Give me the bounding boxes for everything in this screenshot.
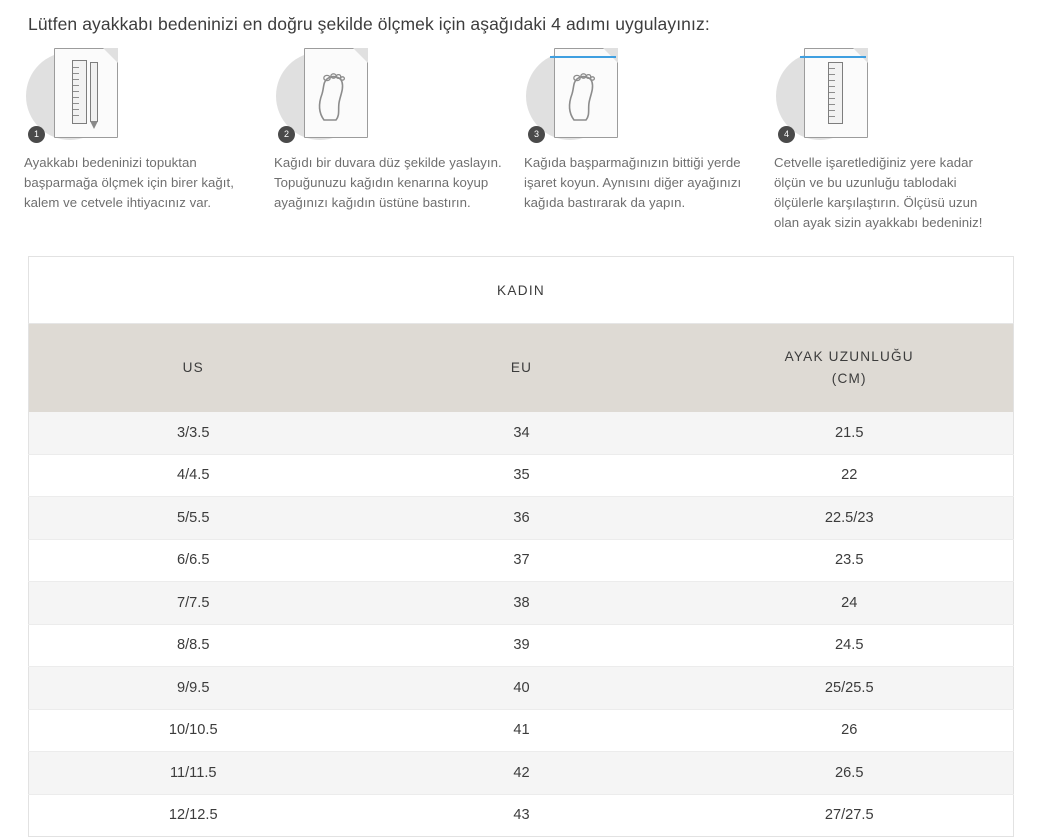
step-badge-3: 3: [528, 126, 545, 143]
cell-us: 9/9.5: [29, 667, 358, 710]
cell-us: 6/6.5: [29, 539, 358, 582]
cell-us: 4/4.5: [29, 454, 358, 497]
step-badge-4: 4: [778, 126, 795, 143]
step-badge-2: 2: [278, 126, 295, 143]
size-chart-table: [28, 256, 1014, 837]
cell-cm: 21.5: [685, 412, 1013, 454]
step-text-2: Kağıdı bir duvara düz şekilde yaslayın. Topuğunuzu kağıdın kenarına koyup ayağınızı kağıdın üstüne bastırın.: [274, 155, 502, 210]
cell-us: 8/8.5: [29, 624, 358, 667]
table-row: [29, 539, 1014, 582]
cell-cm: 27/27.5: [685, 794, 1013, 837]
column-header-foot-length-line1: AYAK UZUNLUĞU: [784, 349, 914, 364]
table-row: [29, 624, 1014, 667]
column-header-eu: EU: [357, 324, 685, 413]
cell-eu: 36: [357, 497, 685, 540]
cell-cm: 26: [685, 709, 1013, 752]
cell-cm: 25/25.5: [685, 667, 1013, 710]
table-row: [29, 709, 1014, 752]
table-row: [29, 752, 1014, 795]
table-row: [29, 582, 1014, 625]
cell-us: 12/12.5: [29, 794, 358, 837]
toe-marker-line: [550, 56, 616, 58]
table-row: [29, 454, 1014, 497]
cell-us: 10/10.5: [29, 709, 358, 752]
cell-cm: 22: [685, 454, 1013, 497]
column-header-foot-length: [685, 324, 1013, 413]
measure-ruler-icon: [776, 48, 906, 143]
table-title-row: [29, 257, 1014, 324]
step-text-1: Ayakkabı bedeninizi topuktan başparmağa ölçmek için birer kağıt, kalem ve cetvele ihtiyacınız var.: [24, 155, 234, 210]
cell-eu: 40: [357, 667, 685, 710]
paper-ruler-pencil-icon: [26, 48, 156, 143]
step-item-4: [774, 48, 1024, 233]
step-badge-1: 1: [28, 126, 45, 143]
foot-on-paper-icon: [276, 48, 406, 143]
column-header-us: US: [29, 324, 358, 413]
step-item-3: [524, 48, 774, 233]
cell-eu: 37: [357, 539, 685, 582]
toe-marker-line: [800, 56, 866, 58]
cell-cm: 24: [685, 582, 1013, 625]
cell-cm: 26.5: [685, 752, 1013, 795]
column-header-foot-length-line2: (CM): [831, 371, 867, 386]
cell-cm: 24.5: [685, 624, 1013, 667]
step-item-1: [24, 48, 274, 233]
step-text-4: Cetvelle işaretlediğiniz yere kadar ölçün ve bu uzunluğu tablodaki ölçülerle karşılaştırın. Ölçüsü uzun olan ayak sizin ayakkabı bedeniniz!: [774, 155, 983, 230]
steps-list: [24, 48, 1024, 233]
cell-us: 7/7.5: [29, 582, 358, 625]
cell-eu: 35: [357, 454, 685, 497]
cell-eu: 34: [357, 412, 685, 454]
cell-eu: 42: [357, 752, 685, 795]
cell-us: 3/3.5: [29, 412, 358, 454]
table-header-row: [29, 324, 1014, 413]
page-title: Lütfen ayakkabı bedeninizi en doğru şekilde ölçmek için aşağıdaki 4 adımı uygulayınız:: [28, 14, 710, 34]
table-row: [29, 794, 1014, 837]
cell-cm: 22.5/23: [685, 497, 1013, 540]
cell-cm: 23.5: [685, 539, 1013, 582]
cell-eu: 38: [357, 582, 685, 625]
table-title: KADIN: [29, 257, 1014, 324]
cell-eu: 43: [357, 794, 685, 837]
step-text-3: Kağıda başparmağınızın bittiği yerde işaret koyun. Aynısını diğer ayağınızı kağıda bastırarak da yapın.: [524, 155, 742, 210]
table-row: [29, 412, 1014, 454]
cell-eu: 41: [357, 709, 685, 752]
table-row: [29, 667, 1014, 710]
step-item-2: [274, 48, 524, 233]
cell-us: 5/5.5: [29, 497, 358, 540]
cell-eu: 39: [357, 624, 685, 667]
mark-toe-line-icon: [526, 48, 656, 143]
foot-outline-icon: [314, 70, 350, 122]
table-row: [29, 497, 1014, 540]
cell-us: 11/11.5: [29, 752, 358, 795]
foot-outline-icon: [564, 70, 600, 122]
